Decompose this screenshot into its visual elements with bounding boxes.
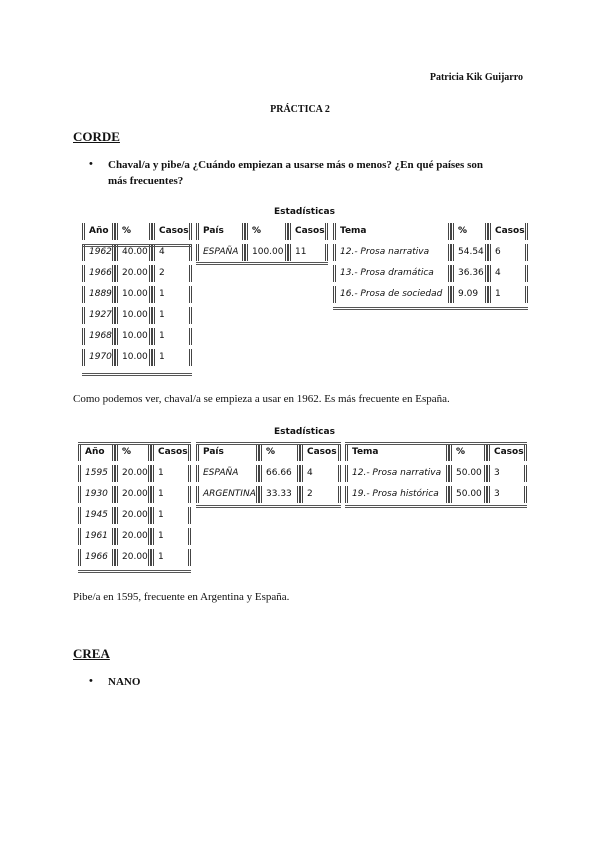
year-cell: 4	[152, 244, 192, 261]
year-cell: 1	[151, 528, 191, 545]
year-cell: 1966	[78, 549, 115, 566]
conclusion-pibe: Pibe/a en 1595, frecuente en Argentina y España.	[73, 591, 290, 603]
stats-title-1: Estadísticas	[274, 207, 335, 217]
country-header: País	[196, 223, 245, 240]
year-cell: 20.00	[115, 528, 151, 545]
stats-title-2: Estadísticas	[274, 427, 335, 437]
country-cell: 66.66	[259, 465, 300, 482]
topic-cell: 12.- Prosa narrativa	[333, 244, 451, 261]
table-rule	[196, 442, 341, 445]
year-cell: 20.00	[115, 486, 151, 503]
topic-cell: 12.- Prosa narrativa	[345, 465, 449, 482]
topic-cell: 50.00	[449, 465, 487, 482]
country-cell: ESPAÑA	[196, 244, 245, 261]
year-cell: 10.00	[115, 349, 152, 366]
table-rule	[82, 244, 192, 247]
table-rule	[78, 442, 191, 445]
country-cell: ARGENTINA	[196, 486, 259, 503]
table-rule	[333, 307, 528, 310]
year-cell: 1595	[78, 465, 115, 482]
question-text	[108, 157, 483, 189]
country-header: %	[245, 223, 288, 240]
topic-cell: 1	[488, 286, 528, 303]
bullet-icon: •	[89, 158, 93, 170]
year-cell: 10.00	[115, 328, 152, 345]
topic-header: Tema	[345, 444, 449, 461]
year-header: Año	[78, 444, 115, 461]
table-rule	[82, 373, 192, 376]
topic-cell: 3	[487, 486, 527, 503]
country-header: %	[259, 444, 300, 461]
topic-cell: 50.00	[449, 486, 487, 503]
bullet-icon: •	[89, 675, 93, 687]
topic-cell: 13.- Prosa dramática	[333, 265, 451, 282]
topic-header: Casos	[488, 223, 528, 240]
year-cell: 1889	[82, 286, 115, 303]
page-title: PRÁCTICA 2	[270, 104, 330, 115]
topic-cell: 6	[488, 244, 528, 261]
year-cell: 1	[151, 507, 191, 524]
year-cell: 20.00	[115, 265, 152, 282]
year-cell: 10.00	[115, 307, 152, 324]
year-cell: 1970	[82, 349, 115, 366]
year-cell: 1968	[82, 328, 115, 345]
year-header: %	[115, 223, 152, 240]
topic-cell: 3	[487, 465, 527, 482]
section-heading-corde: CORDE	[73, 129, 120, 144]
year-header: %	[115, 444, 151, 461]
crea-bullet-text: NANO	[108, 676, 141, 688]
year-cell: 20.00	[115, 507, 151, 524]
year-header: Casos	[151, 444, 191, 461]
country-cell: ESPAÑA	[196, 465, 259, 482]
year-cell: 1	[152, 349, 192, 366]
topic-cell: 16.- Prosa de sociedad	[333, 286, 451, 303]
table-rule	[345, 442, 527, 445]
year-cell: 2	[152, 265, 192, 282]
topic-cell: 54.54	[451, 244, 488, 261]
table-rule	[345, 505, 527, 508]
topic-header: Casos	[487, 444, 527, 461]
country-cell: 4	[300, 465, 341, 482]
year-cell: 1	[151, 486, 191, 503]
question-line-1: Chaval/a y pibe/a ¿Cuándo empiezan a usarse más o menos? ¿En qué países son	[108, 159, 483, 171]
year-cell: 1945	[78, 507, 115, 524]
country-header: Casos	[300, 444, 341, 461]
author-name: Patricia Kik Guijarro	[429, 72, 523, 83]
country-header: Casos	[288, 223, 328, 240]
table-rule	[78, 570, 191, 573]
year-cell: 1	[152, 328, 192, 345]
year-cell: 20.00	[115, 549, 151, 566]
table-rule	[196, 262, 328, 265]
year-cell: 1	[151, 549, 191, 566]
year-cell: 1	[151, 465, 191, 482]
topic-cell: 9.09	[451, 286, 488, 303]
year-cell: 1930	[78, 486, 115, 503]
year-cell: 40.00	[115, 244, 152, 261]
country-cell: 11	[288, 244, 328, 261]
year-header: Casos	[152, 223, 192, 240]
topic-header: %	[449, 444, 487, 461]
topic-cell: 4	[488, 265, 528, 282]
topic-header: Tema	[333, 223, 451, 240]
year-cell: 1	[152, 307, 192, 324]
year-cell: 1962	[82, 244, 115, 261]
conclusion-chaval: Como podemos ver, chaval/a se empieza a usar en 1962. Es más frecuente en España.	[73, 393, 450, 405]
year-header: Año	[82, 223, 115, 240]
year-cell: 1927	[82, 307, 115, 324]
table-rule	[196, 505, 341, 508]
section-heading-crea: CREA	[73, 646, 110, 661]
country-header: País	[196, 444, 259, 461]
topic-header: %	[451, 223, 488, 240]
year-cell: 1966	[82, 265, 115, 282]
year-cell: 1961	[78, 528, 115, 545]
topic-cell: 36.36	[451, 265, 488, 282]
country-cell: 100.00	[245, 244, 288, 261]
year-cell: 10.00	[115, 286, 152, 303]
year-cell: 1	[152, 286, 192, 303]
country-cell: 33.33	[259, 486, 300, 503]
topic-cell: 19.- Prosa histórica	[345, 486, 449, 503]
year-cell: 20.00	[115, 465, 151, 482]
country-cell: 2	[300, 486, 341, 503]
question-line-2: más frecuentes?	[108, 175, 184, 187]
